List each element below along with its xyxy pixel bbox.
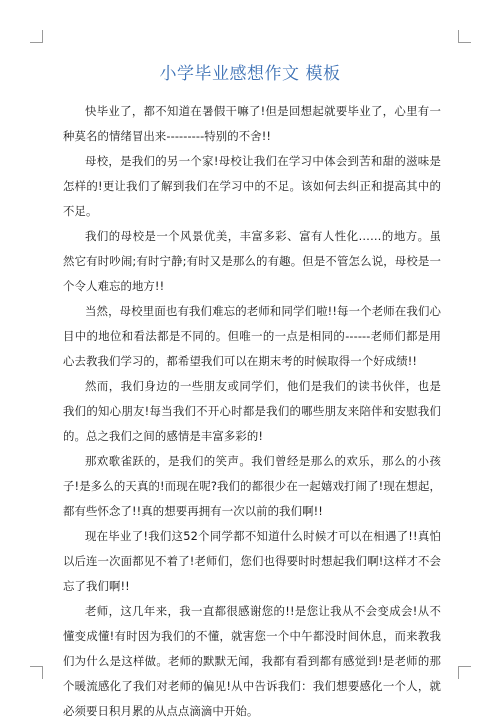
crop-mark-top-left	[30, 30, 43, 43]
paragraph-2: 母校，是我们的另一个家!母校让我们在学习中体会到苦和甜的滋味是怎样的!更让我们了解到我们在学习中的不足。该如何去纠正和提高其中的不足。	[63, 154, 441, 218]
paragraph-3: 我们的母校是一个风景优美，丰富多彩、富有人性化……的地方。虽然它有时吵闹;有时宁静;有时又是那么的有趣。但是不管怎么说，母校是一个令人难忘的地方!!	[63, 229, 441, 293]
paragraph-8: 老师，这几年来，我一直都很感谢您的!!是您让我从不会变成会!从不懂变成懂!有时因为我们的不懂，就害您一个中午都没时间休息，而来教我们为什么是这样做。老师的默默无闻，我都有看到都有感觉到!是老师的那个暖流感化了我们对老师的偏见!从中告诉我们：我们想要感化一个人，就必须要日积月累的从点点滴滴中开始。	[63, 604, 441, 718]
paragraph-5: 然而，我们身边的一些朋友或同学们，他们是我们的读书伙伴，也是我们的知心朋友!每当我们不开心时都是我们的哪些朋友来陪伴和安慰我们的。总之我们之间的感情是丰富多彩的!	[63, 379, 441, 443]
crop-mark-bottom-left	[30, 666, 43, 679]
paragraph-4: 当然，母校里面也有我们难忘的老师和同学们啦!!每一个老师在我们心目中的地位和看法都是不同的。但唯一的一点是相同的------老师们都是用心去教我们学习的，都希望我们可以在期末考的时候取得一个好成绩!!	[63, 304, 441, 368]
document-title: 小学毕业感想作文 模板	[159, 64, 341, 84]
crop-mark-top-right	[458, 30, 471, 43]
paragraph-6: 那欢歌雀跃的，是我们的笑声。我们曾经是那么的欢乐，那么的小孩子!是多么的天真的!而现在呢?我们的都很少在一起嬉戏打闹了!现在想起，都有些怀念了!!真的想要再拥有一次以前的我们啊!!	[63, 454, 441, 518]
paragraph-1: 快毕业了，都不知道在暑假干嘛了!但是回想起就要毕业了，心里有一种莫名的情绪冒出来---------特别的不舍!!	[63, 104, 441, 143]
paragraph-7: 现在毕业了!我们这52个同学都不知道什么时候才可以在相遇了!!真怕以后连一次面都见不着了!老师们，您们也得要时时想起我们啊!这样才不会忘了我们啊!!	[63, 529, 441, 593]
crop-mark-bottom-right	[458, 666, 471, 679]
document-body	[63, 99, 441, 724]
